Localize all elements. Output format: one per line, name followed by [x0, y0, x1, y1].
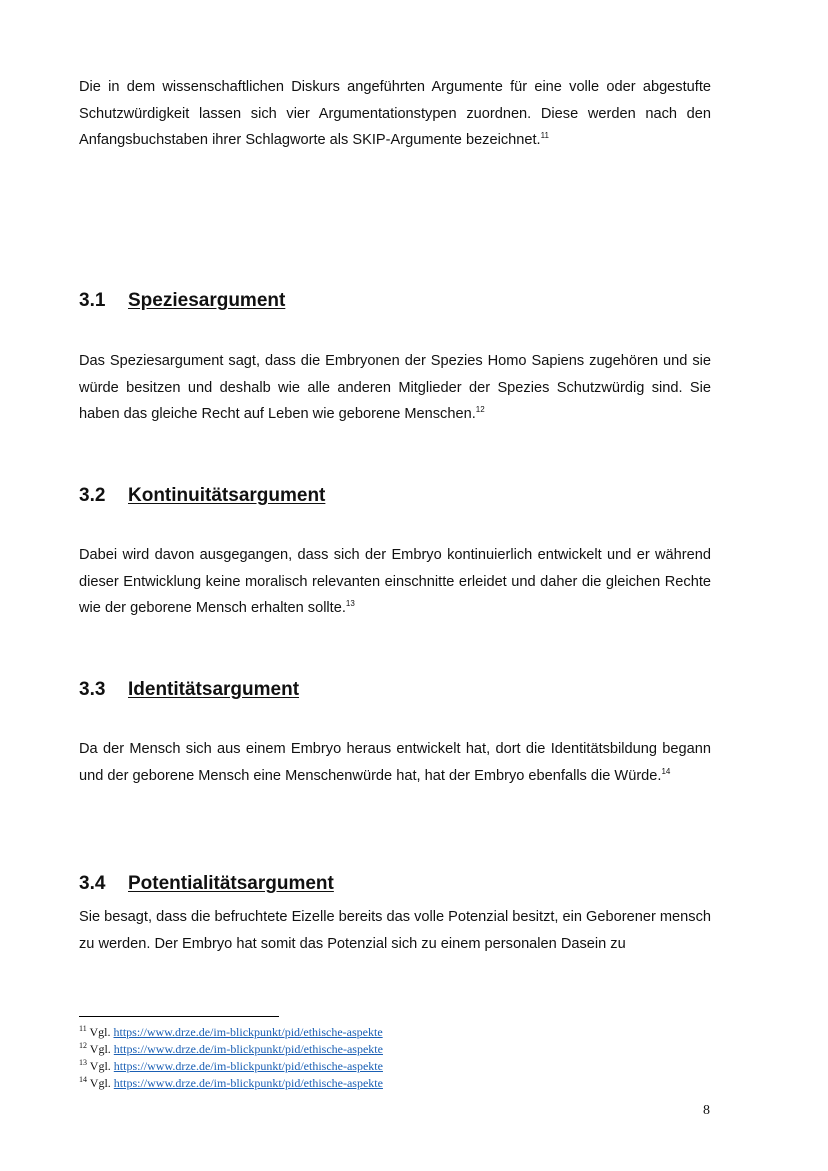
- section-title: Identitätsargument: [128, 679, 300, 700]
- footnote-prefix: Vgl.: [89, 1059, 114, 1073]
- section-title: Potentialitätsargument: [128, 873, 334, 894]
- footnote: [79, 1058, 383, 1074]
- footnote-ref[interactable]: 13: [345, 599, 355, 609]
- section-heading: [79, 485, 325, 507]
- footnote-link[interactable]: https://www.drze.de/im-blickpunkt/pid/ethische-aspekte: [113, 1076, 383, 1090]
- section-paragraph: [79, 736, 711, 789]
- footnote: [79, 1024, 383, 1040]
- footnote-prefix: Vgl.: [89, 1042, 114, 1056]
- section-text: Da der Mensch sich aus einem Embryo heraus entwickelt hat, dort die Identitätsbildung begann und der geborene Mensch eine Menschenwürde hat, hat der Embryo ebenfalls die Würde.: [79, 741, 711, 784]
- footnote-prefix: Vgl.: [89, 1076, 114, 1090]
- intro-text: Die in dem wissenschaftlichen Diskurs angeführten Argumente für eine volle oder abgestufte Schutzwürdigkeit lassen sich vier Argumentationstypen zuordnen. Diese werden nach den Anfangsbuchstaben ihrer Schlagworte als SKIP-Argumente bezeichnet.: [79, 79, 711, 148]
- page-number: 8: [703, 1103, 710, 1118]
- footnote: [79, 1075, 383, 1091]
- footnote-divider: [79, 1016, 279, 1017]
- section-title: Speziesargument: [128, 290, 286, 311]
- footnote-link[interactable]: https://www.drze.de/im-blickpunkt/pid/ethische-aspekte: [113, 1025, 383, 1039]
- footnote-link[interactable]: https://www.drze.de/im-blickpunkt/pid/ethische-aspekte: [113, 1042, 383, 1056]
- footnote-ref[interactable]: 11: [540, 131, 549, 141]
- section-text: Dabei wird davon ausgegangen, dass sich der Embryo kontinuierlich entwickelt und er während dieser Entwicklung keine moralisch relevanten einschnitte erleidet und daher die gleichen Rechte wie der geborene Mensch erhalten sollte.: [79, 547, 711, 616]
- footnote-number: 12: [79, 1041, 87, 1050]
- intro-paragraph: [79, 74, 711, 154]
- footnote-number: 11: [79, 1024, 87, 1033]
- section-text: Sie besagt, dass die befruchtete Eizelle bereits das volle Potenzial besitzt, ein Geborener mensch zu werden. Der Embryo hat somit das Potenzial sich zu einem personalen Dasein zu: [79, 909, 711, 952]
- section-heading: [79, 679, 299, 701]
- section-paragraph: [79, 542, 711, 622]
- section-heading: [79, 873, 334, 895]
- footnote-link[interactable]: https://www.drze.de/im-blickpunkt/pid/ethische-aspekte: [113, 1059, 383, 1073]
- section-paragraph: [79, 348, 711, 428]
- section-number: 3.1: [79, 290, 106, 311]
- section-number: 3.4: [79, 873, 106, 894]
- section-number: 3.2: [79, 485, 106, 506]
- footnote-number: 14: [79, 1075, 87, 1084]
- footnote-ref[interactable]: 14: [661, 766, 671, 776]
- section-heading: [79, 290, 285, 312]
- section-paragraph: [79, 904, 711, 957]
- footnote-prefix: Vgl.: [89, 1025, 114, 1039]
- section-title: Kontinuitätsargument: [128, 485, 326, 506]
- section-number: 3.3: [79, 679, 106, 700]
- footnote-ref[interactable]: 12: [475, 405, 485, 415]
- footnote: [79, 1041, 383, 1057]
- footnote-number: 13: [79, 1058, 87, 1067]
- section-text: Das Speziesargument sagt, dass die Embryonen der Spezies Homo Sapiens zugehören und sie würde besitzen und deshalb wie alle anderen Mitglieder der Spezies Schutzwürdig sind. Sie haben das gleiche Recht auf Leben wie geborene Menschen.: [79, 353, 711, 422]
